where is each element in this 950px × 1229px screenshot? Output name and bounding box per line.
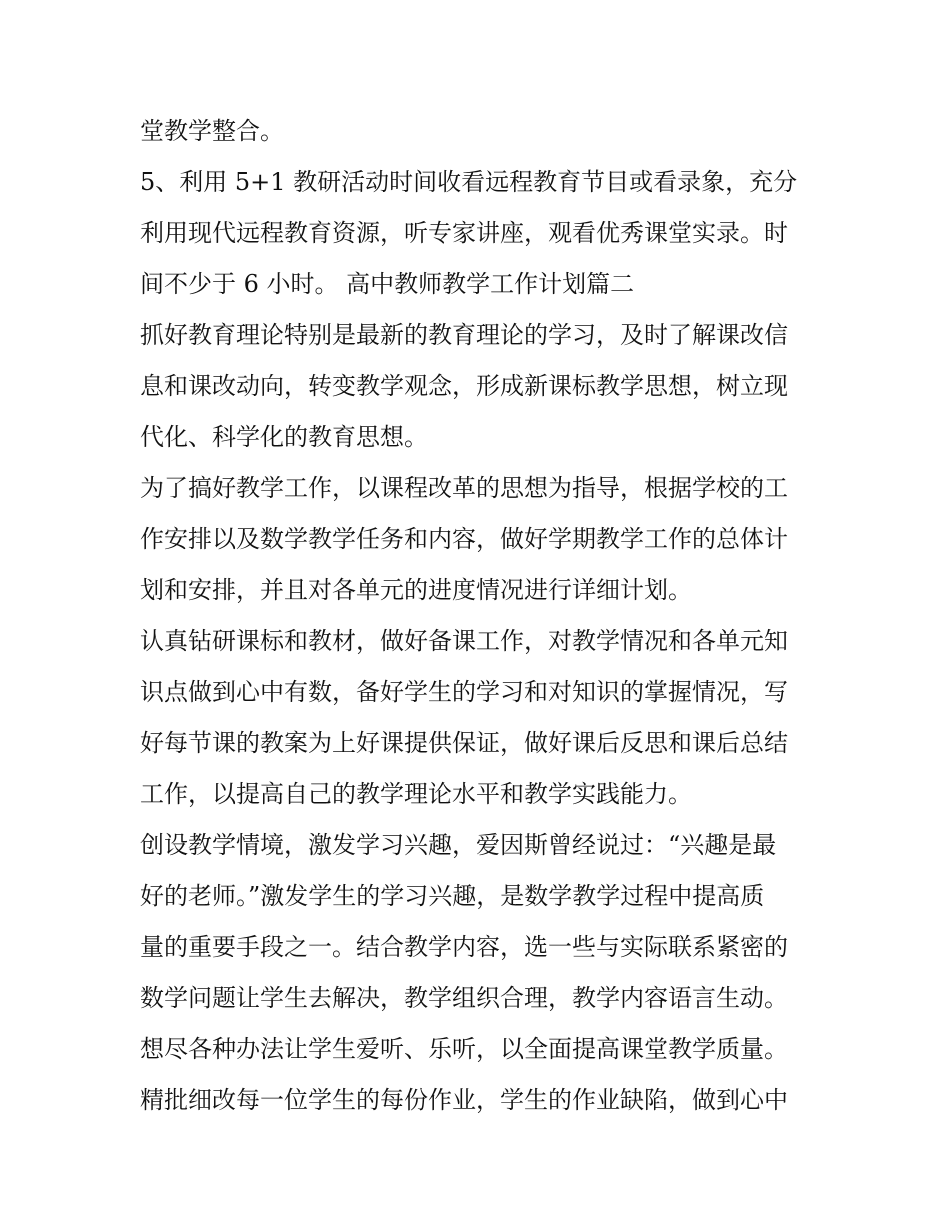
text-line: 量的重要手段之一。结合教学内容，选一些与实际联系紧密的 bbox=[140, 933, 788, 961]
text-line: 创设教学情境，激发学习兴趣，爱因斯曾经说过：“兴趣是最 bbox=[140, 831, 777, 859]
text-line: 间不少于 6 小时。 高中教师教学工作计划篇二 bbox=[140, 270, 635, 298]
text-line: 数学问题让学生去解决，教学组织合理，教学内容语言生动。 bbox=[140, 984, 788, 1012]
text-line: 精批细改每一位学生的每份作业，学生的作业缺陷，做到心中 bbox=[140, 1086, 788, 1114]
text-line: 好每节课的教案为上好课提供保证，做好课后反思和课后总结 bbox=[140, 729, 788, 757]
text-line: 工作，以提高自己的教学理论水平和教学实践能力。 bbox=[140, 780, 692, 808]
text-line: 堂教学整合。 bbox=[140, 117, 284, 145]
text-line: 代化、科学化的教育思想。 bbox=[140, 423, 428, 451]
text-line: 划和安排，并且对各单元的进度情况进行详细计划。 bbox=[140, 576, 692, 604]
text-line: 认真钻研课标和教材，做好备课工作，对教学情况和各单元知 bbox=[140, 627, 788, 655]
text-line: 识点做到心中有数，备好学生的学习和对知识的掌握情况，写 bbox=[140, 678, 788, 706]
text-line: 为了搞好教学工作，以课程改革的思想为指导，根据学校的工 bbox=[140, 474, 788, 502]
text-line: 息和课改动向，转变教学观念，形成新课标教学思想，树立现 bbox=[140, 372, 788, 400]
document-body bbox=[140, 106, 830, 1126]
text-line: 5、利用 5+1 教研活动时间收看远程教育节目或看录象，充分 bbox=[140, 168, 798, 196]
text-line: 作安排以及数学教学任务和内容，做好学期教学工作的总体计 bbox=[140, 525, 788, 553]
text-line: 抓好教育理论特别是最新的教育理论的学习，及时了解课改信 bbox=[140, 321, 788, 349]
text-line: 想尽各种办法让学生爱听、乐听，以全面提高课堂教学质量。 bbox=[140, 1035, 788, 1063]
text-line: 利用现代远程教育资源，听专家讲座，观看优秀课堂实录。时 bbox=[140, 219, 788, 247]
text-line: 好的老师。”激发学生的学习兴趣，是数学教学过程中提高质 bbox=[140, 882, 765, 910]
